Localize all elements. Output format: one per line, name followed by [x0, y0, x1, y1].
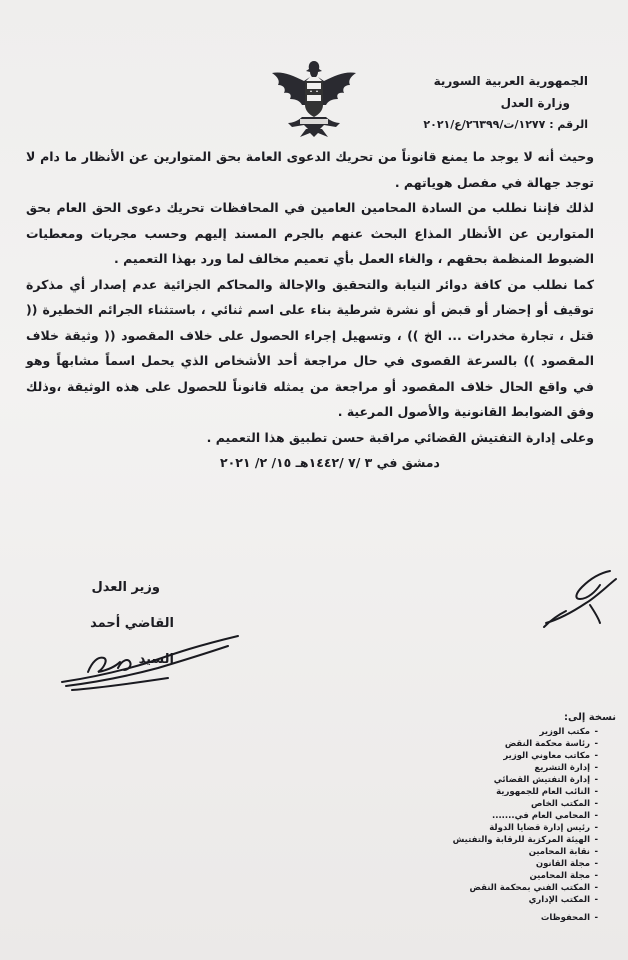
list-item: مكتب الوزير - — [430, 726, 590, 738]
paragraph: وحيث أنه لا يوجد ما يمنع قانوناً من تحريك الدعوى العامة بحق المتوارين عن الأنظار ما دام لا توجد جهالة في مفصل هوياتهم . — [26, 149, 594, 190]
initials-mark — [540, 565, 620, 630]
eagle-emblem-icon — [270, 55, 358, 140]
list-item: مجلة المحامين - — [430, 870, 590, 882]
list-item: نقابة المحامين - — [430, 846, 590, 858]
paragraph: وعلى إدارة التفتيش القضائي مراقبة حسن تطبيق هذا التعميم . — [206, 429, 594, 445]
list-item: إدارة التشريع - — [430, 762, 590, 774]
signatory-title: وزير العدل — [91, 580, 160, 595]
paragraph: لذلك فإننا نطلب من السادة المحامين العامين في المحافظات تحريك دعوى الحق العام بحق المتوارين عن الأنظار المذاع البحث عنهم بالجرم المسند إليهم وحسب مجريات ومعطيات الضبوط المنظمة بحقهم ، والغاء العمل بأي تعميم مخالف لما ورد بهذا التعميم . — [26, 200, 594, 266]
reference-number: الرقم : ١٢٧٧/ت/٢٦٣٩٩/ع/٢٠٢١ — [423, 118, 588, 131]
list-item: المحامي العام في....... - — [430, 810, 590, 822]
list-item: مجلة القانون - — [430, 858, 590, 870]
letterhead — [428, 70, 588, 114]
list-item: النائب العام للجمهورية - — [430, 786, 590, 798]
signatory-name: القاضي أحمد السيد — [90, 616, 174, 667]
handwritten-signature — [58, 632, 243, 692]
list-item: المكتب الإداري - — [430, 894, 590, 906]
list-item: المكتب الخاص - — [430, 798, 590, 810]
list-item: مكاتب معاوني الوزير - — [430, 750, 590, 762]
list-item: المحفوظات - — [430, 912, 590, 924]
list-item: المكتب الفني بمحكمة النقض - — [430, 882, 590, 894]
list-item: رئيس إدارة قضايا الدولة - — [430, 822, 590, 834]
list-item: إدارة التفتيش القضائي - — [430, 774, 590, 786]
list-item: رئاسة محكمة النقض - — [430, 738, 590, 750]
cc-heading: نسخة إلى: — [564, 712, 616, 723]
list-item: الهيئة المركزية للرقابة والتفتيش - — [430, 834, 590, 846]
republic-name: الجمهورية العربية السورية — [433, 74, 588, 88]
ministry-name: وزارة العدل — [500, 96, 570, 110]
letter-body — [26, 144, 594, 476]
letter-date: دمشق في ٣ /٧ /١٤٤٢هـ ١٥/ ٢/ ٢٠٢١ — [220, 455, 440, 470]
paragraph: كما نطلب من كافة دوائر النيابة والتحقيق والإحالة والمحاكم الجزائية عدم إصدار أي مذكرة توقيف أو إحضار أو قبض أو نشرة شرطية بناء على اسم ثنائي ، باستثناء الجرائم الخطيرة (( قتل ، تجارة مخدرات ... الخ )) ، وتسهيل إجراء الحصول على خلاف المقصود (( وثيقة خلاف المقصود )) بالسرعة القصوى في حال مراجعة أحد الأشخاص الذي يحمل اسماً مشابهاً وهو في واقع الحال خلاف المقصود أو مراجعة من يمثله قانوناً للحصول على هذه الوثيقة ،وذلك وفق الضوابط القانونية والأصول المرعية . — [26, 276, 594, 419]
cc-distribution-list — [430, 726, 590, 924]
